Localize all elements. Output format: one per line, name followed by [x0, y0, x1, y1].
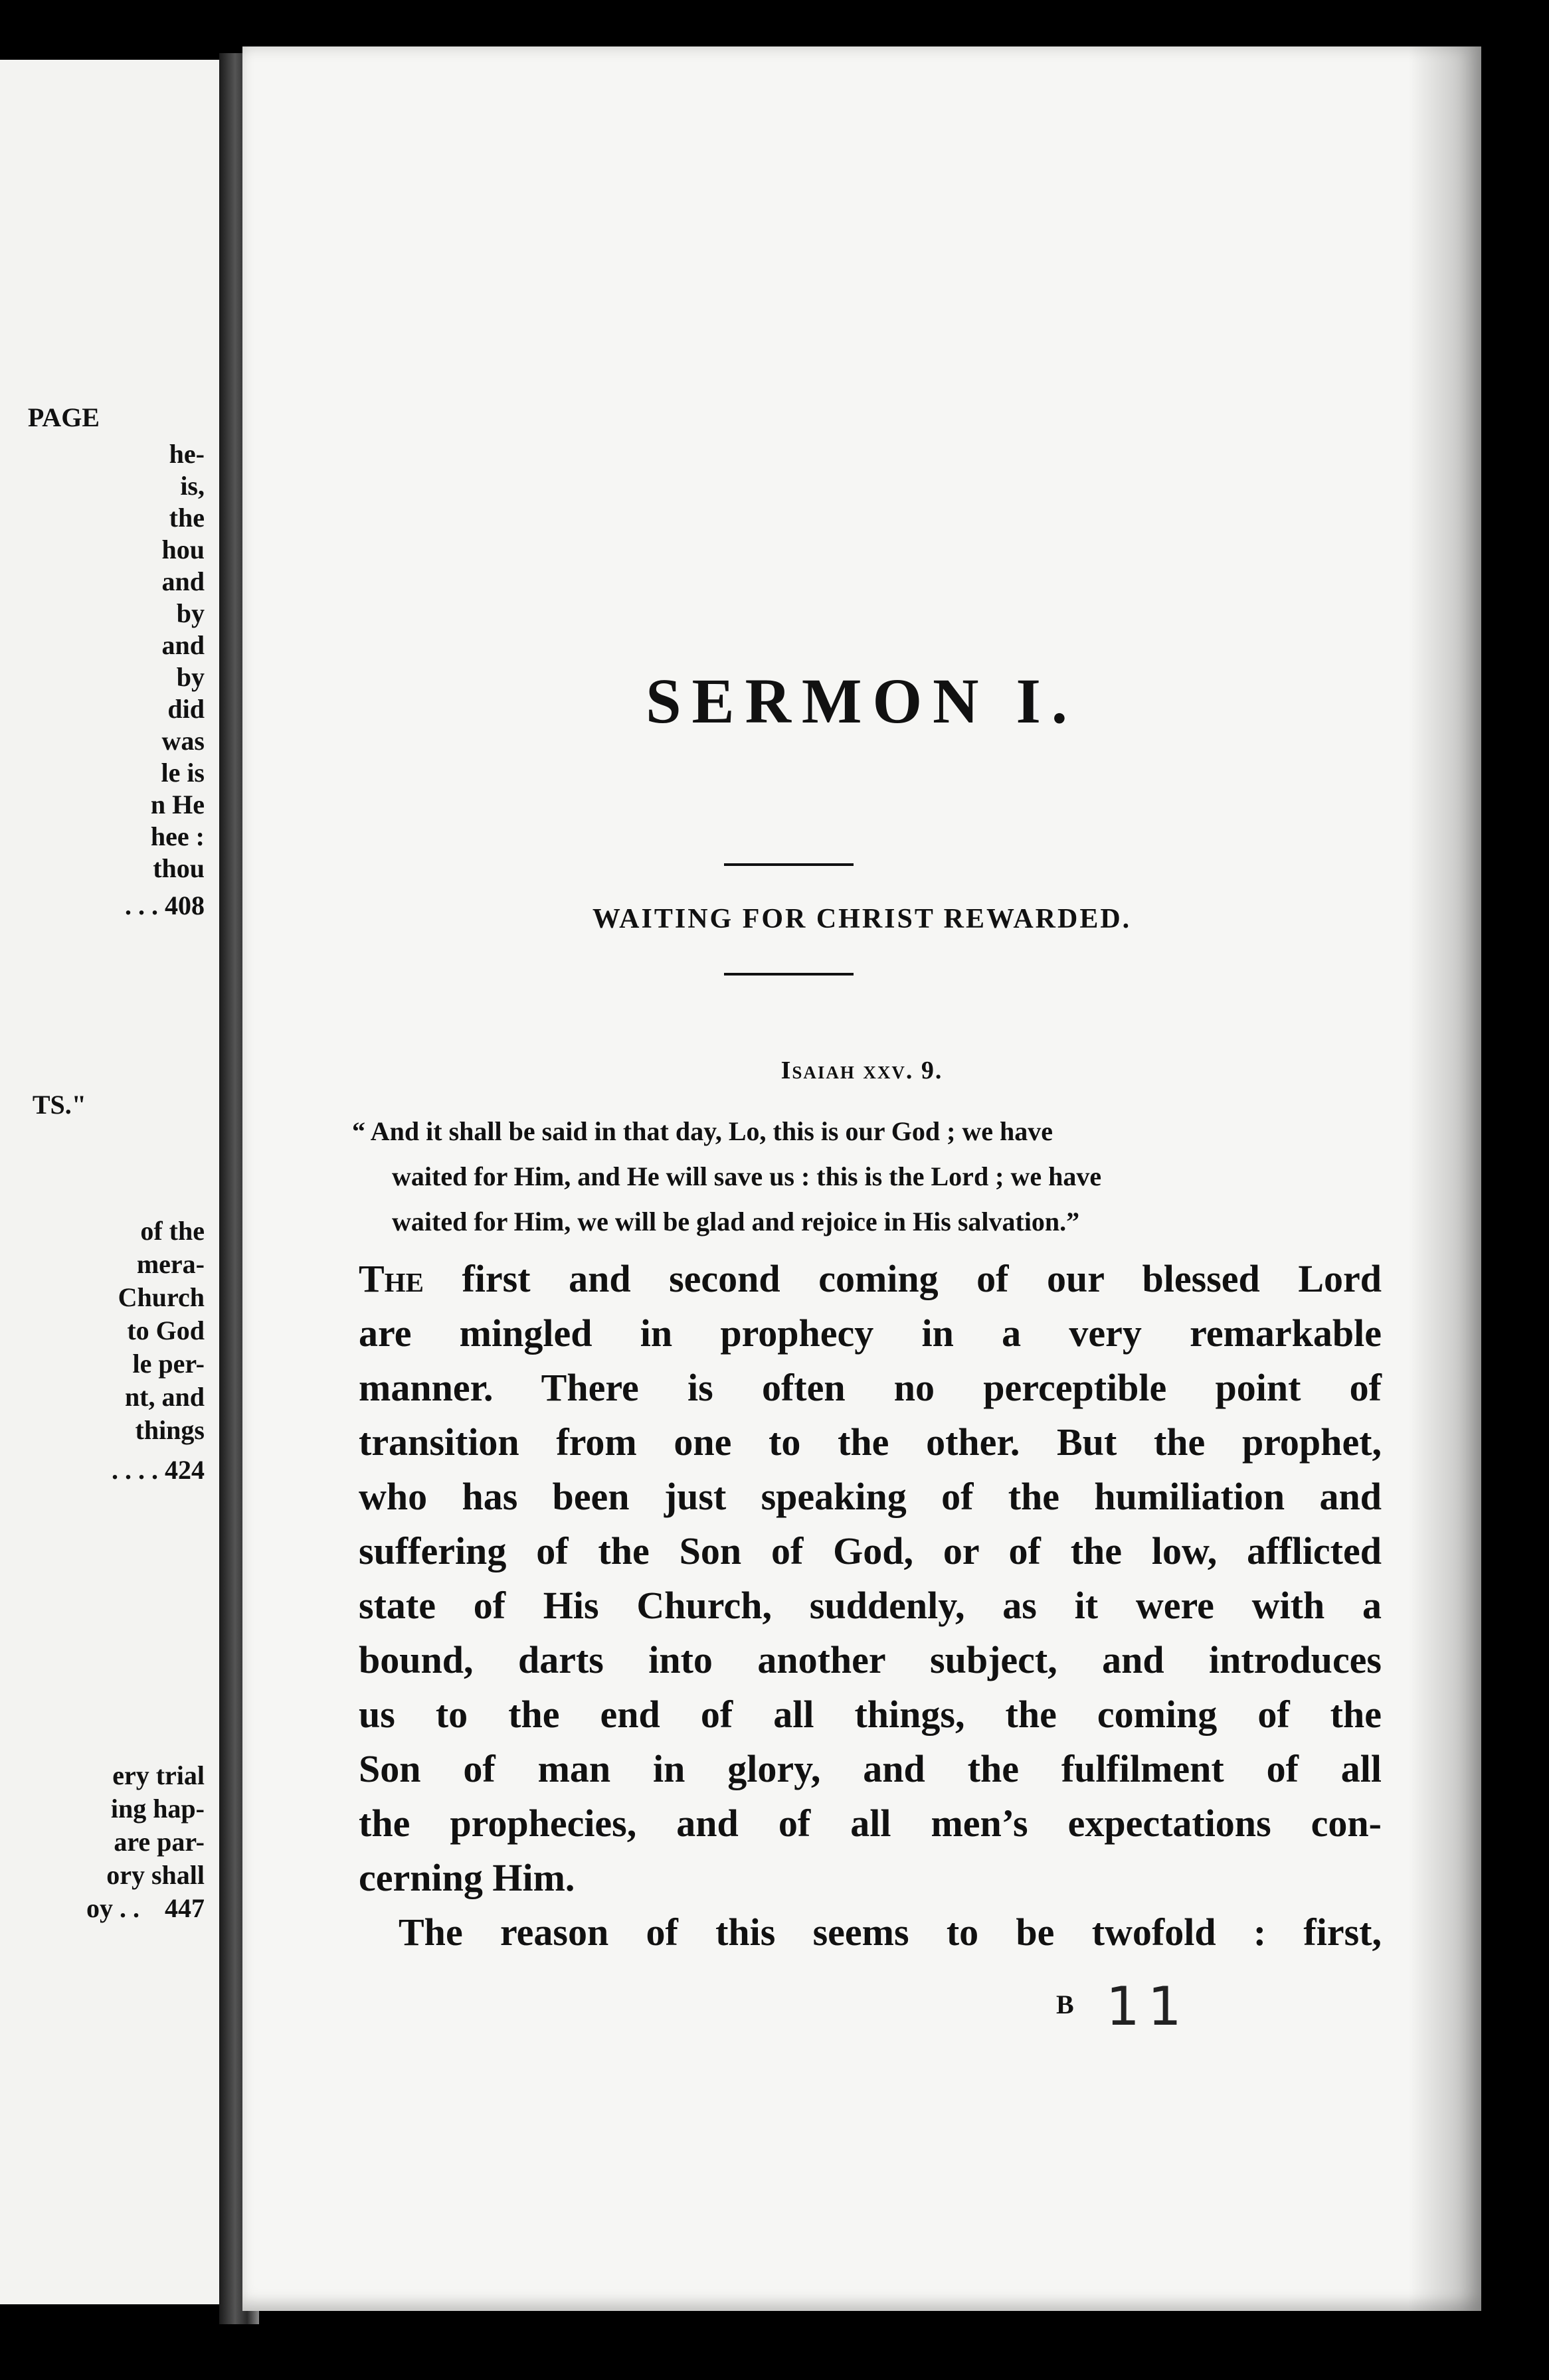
left-page-line: is,	[180, 471, 205, 501]
left-page-line: and	[161, 566, 205, 596]
left-page-line: ery trial	[112, 1760, 205, 1790]
body-line: are mingled in prophecy in a very remarkable	[359, 1312, 1382, 1355]
left-page-line: mera-	[136, 1249, 205, 1279]
left-page-line: ing hap-	[110, 1794, 205, 1824]
sermon-title: SERMON I.	[646, 665, 1078, 736]
left-page-line: le per-	[132, 1349, 205, 1379]
body-line: the prophecies, and of all men’s expectations con-	[359, 1802, 1382, 1845]
epigraph-line: waited for Him, and He will save us : this is the Lord ; we have	[392, 1161, 1102, 1191]
left-page-line: by	[176, 598, 205, 628]
left-page-ref: 447	[165, 1893, 205, 1923]
body-line: suffering of the Son of God, or of the low, afflicted	[359, 1529, 1382, 1572]
body-line: us to the end of all things, the coming of the	[359, 1693, 1382, 1736]
left-page-line: the	[169, 503, 205, 533]
sermon-body	[359, 1252, 1382, 1960]
signature-mark: B	[1056, 1990, 1074, 2019]
left-page-line: oy . .	[86, 1893, 139, 1923]
left-page-line: le is	[161, 758, 205, 788]
body-line: transition from one to the other. But the prophet,	[359, 1420, 1382, 1464]
left-page-section-label: TS."	[32, 1090, 86, 1120]
left-page-ref: . . . 408	[125, 891, 205, 920]
scripture-reference: Isaiah xxv. 9.	[780, 1057, 943, 1084]
epigraph-line: waited for Him, we will be glad and rejoice in His salvation.”	[392, 1207, 1080, 1236]
left-page-heading: PAGE	[27, 402, 100, 432]
body-line: The reason of this seems to be twofold : first,	[399, 1911, 1382, 1954]
body-line: cerning Him.	[359, 1856, 575, 1899]
left-page-line: did	[167, 694, 205, 724]
left-page-line: was	[161, 726, 205, 756]
left-page-line: nt, and	[124, 1382, 205, 1412]
left-page-line: are par-	[114, 1827, 205, 1857]
body-line	[359, 1252, 1382, 1306]
epigraph-line: “ And it shall be said in that day, Lo, this is our God ; we have	[352, 1116, 1053, 1146]
body-line: manner. There is often no perceptible point of	[359, 1366, 1382, 1409]
left-facing-page	[0, 60, 219, 2304]
body-line: Son of man in glory, and the fulfilment of all	[359, 1747, 1382, 1790]
left-page-line: and	[161, 630, 205, 660]
body-line: who has been just speaking of the humiliation and	[359, 1475, 1382, 1518]
body-line-text: first and second coming of our blessed Lord	[423, 1257, 1382, 1300]
left-page-line: thou	[153, 853, 205, 883]
page-edge-shadow	[1408, 46, 1481, 2311]
left-page-ref: . . . . 424	[112, 1455, 205, 1485]
body-first-word: The	[359, 1257, 424, 1300]
left-page-line: by	[176, 662, 205, 692]
subtitle-rule	[724, 973, 854, 976]
scripture-epigraph	[352, 1109, 1362, 1244]
sermon-subtitle: WAITING FOR CHRIST REWARDED.	[592, 904, 1132, 934]
left-page-line: things	[135, 1415, 205, 1445]
left-page-line: n He	[150, 790, 205, 819]
left-page-line: hee :	[150, 821, 205, 851]
left-page-line: Church	[118, 1282, 205, 1312]
left-page-line: ory shall	[106, 1860, 205, 1890]
left-page-line: he-	[169, 439, 205, 469]
body-line: state of His Church, suddenly, as it were with a	[359, 1584, 1382, 1627]
handwritten-note: 11	[1106, 1976, 1190, 2037]
body-line: bound, darts into another subject, and introduces	[359, 1638, 1382, 1681]
left-page-line: hou	[161, 535, 205, 564]
title-rule	[724, 863, 854, 866]
left-page-line: of the	[140, 1216, 205, 1246]
left-page-line: to God	[127, 1316, 205, 1345]
book-page	[242, 46, 1481, 2311]
